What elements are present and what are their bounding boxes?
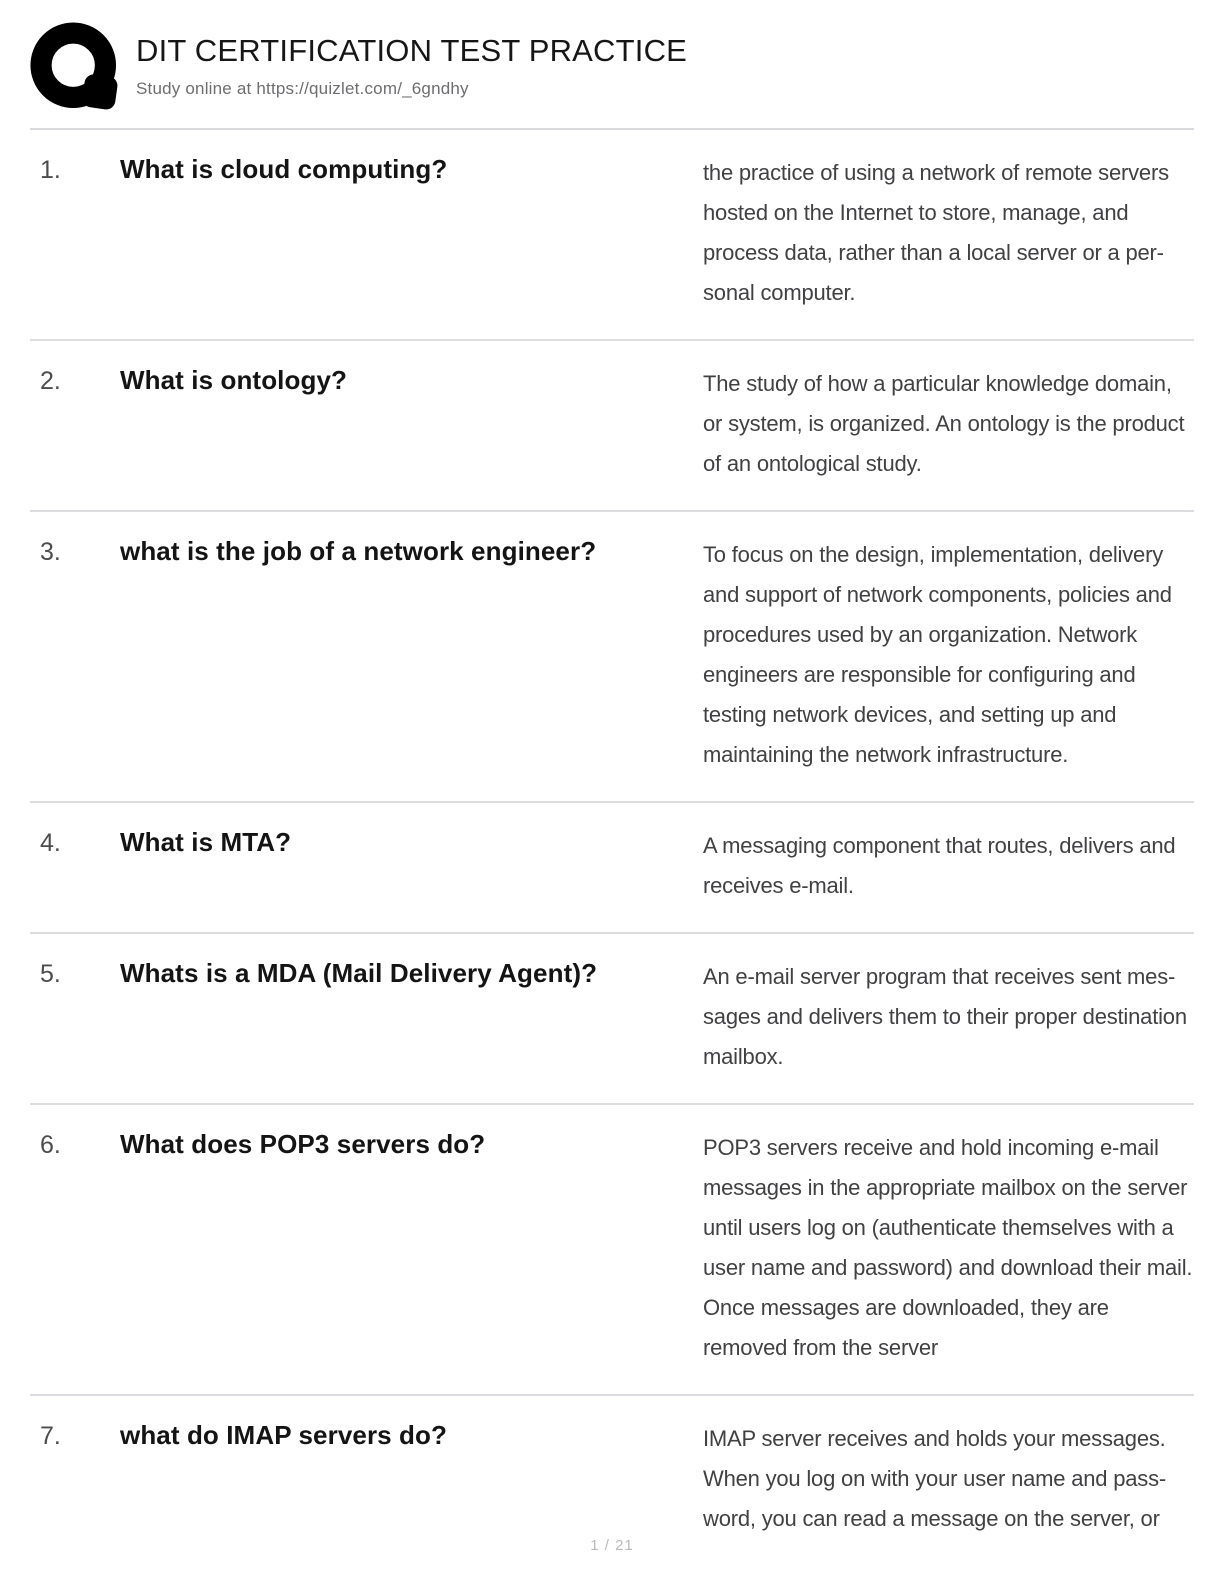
answer-text: To focus on the design, implementation, delivery and support of network components, policies and procedures used by an organization. Network engineers are responsible for configuring and testing network devices, and setting up and maintaining the network infrastructure. xyxy=(703,542,1172,767)
question-text: what do IMAP servers do? xyxy=(120,1420,447,1450)
header-text-block xyxy=(136,22,687,99)
answer-text: A messaging component that routes, delivers and receives e-mail. xyxy=(703,833,1176,898)
question-number: 6. xyxy=(40,1131,61,1159)
qa-row-4 xyxy=(30,803,1194,934)
question-text: Whats is a MDA (Mail Delivery Agent)? xyxy=(120,958,598,988)
question-text: What does POP3 servers do? xyxy=(120,1129,486,1159)
question-number: 1. xyxy=(40,156,61,184)
question-number: 7. xyxy=(40,1422,61,1450)
qa-row-5 xyxy=(30,934,1194,1105)
question-number: 5. xyxy=(40,960,61,988)
question-number: 3. xyxy=(40,538,61,566)
answer-text: The study of how a particular knowledge domain, or system, is organized. An ontology is the product of an ontological study. xyxy=(703,371,1185,476)
answer-text: POP3 servers receive and hold incoming e-mail messages in the appropriate mailbox on the server until users log on (authenticate themselves with a user name and password) and download their mail. Once messages are downloaded, they are removed from the server xyxy=(703,1135,1193,1360)
answer-text: IMAP server receives and holds your messages. When you log on with your user name and password, you can read a message on the server, or xyxy=(703,1426,1167,1531)
qa-row-3 xyxy=(30,512,1194,803)
answer-text: the practice of using a network of remote servers hosted on the Internet to store, manage, and process data, rather than a local server or a personal computer. xyxy=(703,160,1169,305)
page-number-indicator: 1 / 21 xyxy=(590,1537,634,1554)
question-number: 4. xyxy=(40,829,61,857)
question-text: What is ontology? xyxy=(120,365,348,395)
qa-row-1 xyxy=(30,130,1194,341)
qa-row-6 xyxy=(30,1105,1194,1396)
page-title: DIT CERTIFICATION TEST PRACTICE xyxy=(136,33,688,68)
answer-text: An e-mail server program that receives sent messages and delivers them to their proper destination mailbox. xyxy=(703,964,1187,1069)
qa-row-2 xyxy=(30,341,1194,512)
question-text: What is MTA? xyxy=(120,827,292,857)
question-text: what is the job of a network engineer? xyxy=(120,536,597,566)
question-text: What is cloud computing? xyxy=(120,154,448,184)
page-header xyxy=(30,22,1194,130)
quizlet-q-logo-icon xyxy=(30,22,122,114)
study-online-url: Study online at https://quizlet.com/_6gndhy xyxy=(136,78,469,98)
question-number: 2. xyxy=(40,367,61,395)
